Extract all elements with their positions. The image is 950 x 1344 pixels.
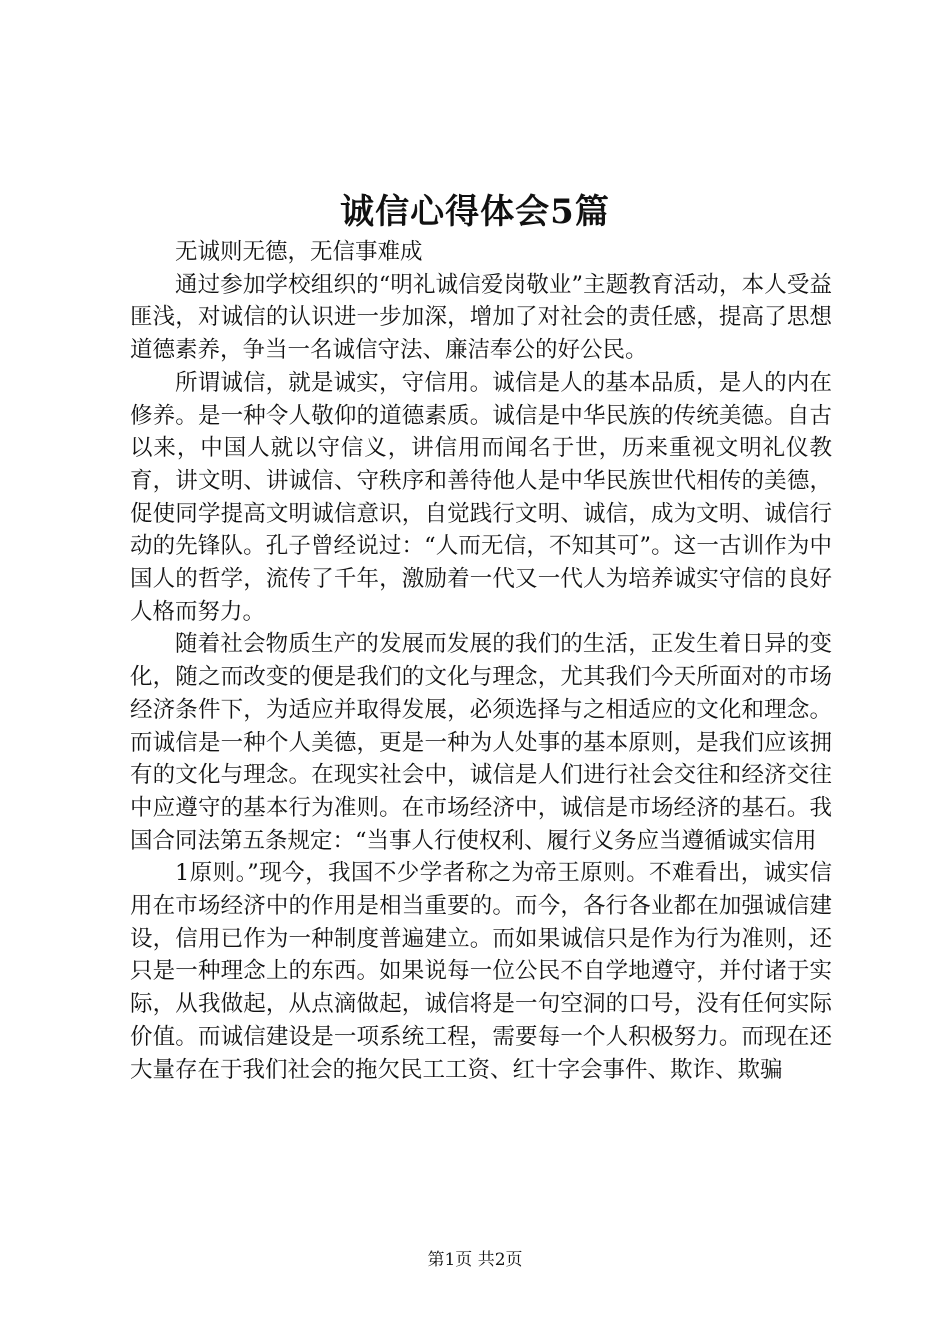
document-body xyxy=(130,236,832,1086)
paragraph-principle: 1原则。”现今，我国不少学者称之为帝王原则。不难看出，诚实信用在市场经济中的作用是相当重要的。而今，各行各业都在加强诚信建设，信用已作为一种制度普遍建立。而如果诚信只是作为行为准则，还只是一种理念上的东西。如果说每一位公民不自学地遵守，并付诸于实际，从我做起，从点滴做起，诚信将是一句空洞的口号，没有任何实际价值。而诚信建设是一项系统工程，需要每一个人积极努力。而现在还大量存在于我们社会的拖欠民工工资、红十字会事件、欺诈、欺骗 xyxy=(130,860,832,1083)
paragraph-definition: 所谓诚信，就是诚实，守信用。诚信是人的基本品质，是人的内在修养。是一种令人敬仰的道德素质。诚信是中华民族的传统美德。自古以来，中国人就以守信义，讲信用而闻名于世，历来重视文明礼仪教育，讲文明、讲诚信、守秩序和善待他人是中华民族世代相传的美德，促使同学提高文明诚信意识，自觉践行文明、诚信，成为文明、诚信行动的先锋队。孔子曾经说过：“人而无信，不知其可”。这一古训作为中国人的哲学，流传了千年，激励着一代又一代人为培养诚实守信的良好人格而努力。 xyxy=(130,369,832,625)
page-footer: 第1页 共2页 xyxy=(427,1250,523,1270)
document-title: 诚信心得体会5篇 xyxy=(340,192,610,232)
paragraph-market-economy: 随着社会物质生产的发展而发展的我们的生活，正发生着日异的变化，随之而改变的便是我们的文化与理念，尤其我们今天所面对的市场经济条件下，为适应并取得发展，必须选择与之相适应的文化和理念。而诚信是一种个人美德，更是一种为人处事的基本原则，是我们应该拥有的文化与理念。在现实社会中，诚信是人们进行社会交往和经济交往中应遵守的基本行为准则。在市场经济中，诚信是市场经济的基石。我国合同法第五条规定：“当事人行使权利、履行义务应当遵循诚实信用 xyxy=(130,631,832,854)
paragraph-intro: 通过参加学校组织的“明礼诚信爱岗敬业”主题教育活动，本人受益匪浅，对诚信的认识进一步加深，增加了对社会的责任感，提高了思想道德素养，争当一名诚信守法、廉洁奉公的好公民。 xyxy=(130,271,832,364)
paragraph-motto: 无诚则无德，无信事难成 xyxy=(175,239,423,265)
